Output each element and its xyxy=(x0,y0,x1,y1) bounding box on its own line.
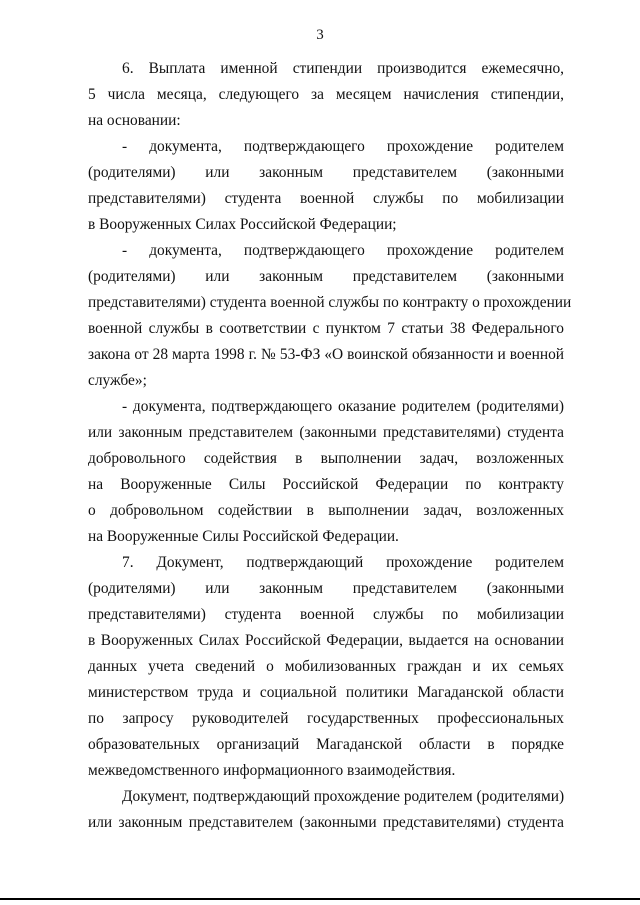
text-line: представителями) студента военной службы по мобилизации xyxy=(88,606,564,623)
text-line: министерством труда и социальной политики Магаданской области xyxy=(88,684,564,701)
page-number: 3 xyxy=(316,27,324,43)
text-line: - документа, подтверждающего прохождение родителем xyxy=(122,242,564,259)
text-line: о добровольном содействии в выполнении задач, возложенных xyxy=(88,502,564,519)
text-line: данных учета сведений о мобилизованных граждан и их семьях xyxy=(88,658,564,675)
text-line: военной службы в соответствии с пунктом 7 статьи 38 Федерального xyxy=(88,320,564,337)
text-line: 7. Документ, подтверждающий прохождение родителем xyxy=(122,554,564,571)
text-line: или законным представителем (законными представителями) студента xyxy=(88,814,564,831)
text-line: представителями) студента военной службы по контракту о прохождении xyxy=(88,294,572,311)
text-line: (родителями) или законным представителем (законными xyxy=(88,580,564,597)
text-line: или законным представителем (законными представителями) студента xyxy=(88,424,564,441)
text-line: образовательных организаций Магаданской области в порядке xyxy=(88,736,564,753)
bottom-rule xyxy=(0,898,640,900)
text-line: представителями) студента военной службы по мобилизации xyxy=(88,190,564,207)
text-line: добровольного содействия в выполнении задач, возложенных xyxy=(88,450,564,467)
text-line: 6. Выплата именной стипендии производится ежемесячно, xyxy=(122,60,564,77)
text-line: в Вооруженных Силах Российской Федерации; xyxy=(88,216,397,233)
text-line: межведомственного информационного взаимодействия. xyxy=(88,762,456,779)
text-line: (родителями) или законным представителем (законными xyxy=(88,268,564,285)
text-line: - документа, подтверждающего оказание родителем (родителями) xyxy=(122,398,564,415)
text-line: Документ, подтверждающий прохождение родителем (родителями) xyxy=(122,788,565,805)
text-line: на Вооруженные Силы Российской Федерации. xyxy=(88,528,399,545)
text-line: службе»; xyxy=(88,372,147,389)
text-line: на Вооруженные Силы Российской Федерации по контракту xyxy=(88,476,564,493)
text-line: на основании: xyxy=(88,112,181,129)
text-line: - документа, подтверждающего прохождение родителем xyxy=(122,138,564,155)
text-line: закона от 28 марта 1998 г. № 53-ФЗ «О воинской обязанности и военной xyxy=(88,346,564,363)
text-line: (родителями) или законным представителем (законными xyxy=(88,164,564,181)
text-line: по запросу руководителей государственных профессиональных xyxy=(88,710,564,727)
text-line: в Вооруженных Силах Российской Федерации, выдается на основании xyxy=(88,632,564,649)
text-line: 5 числа месяца, следующего за месяцем начисления стипендии, xyxy=(88,86,564,103)
